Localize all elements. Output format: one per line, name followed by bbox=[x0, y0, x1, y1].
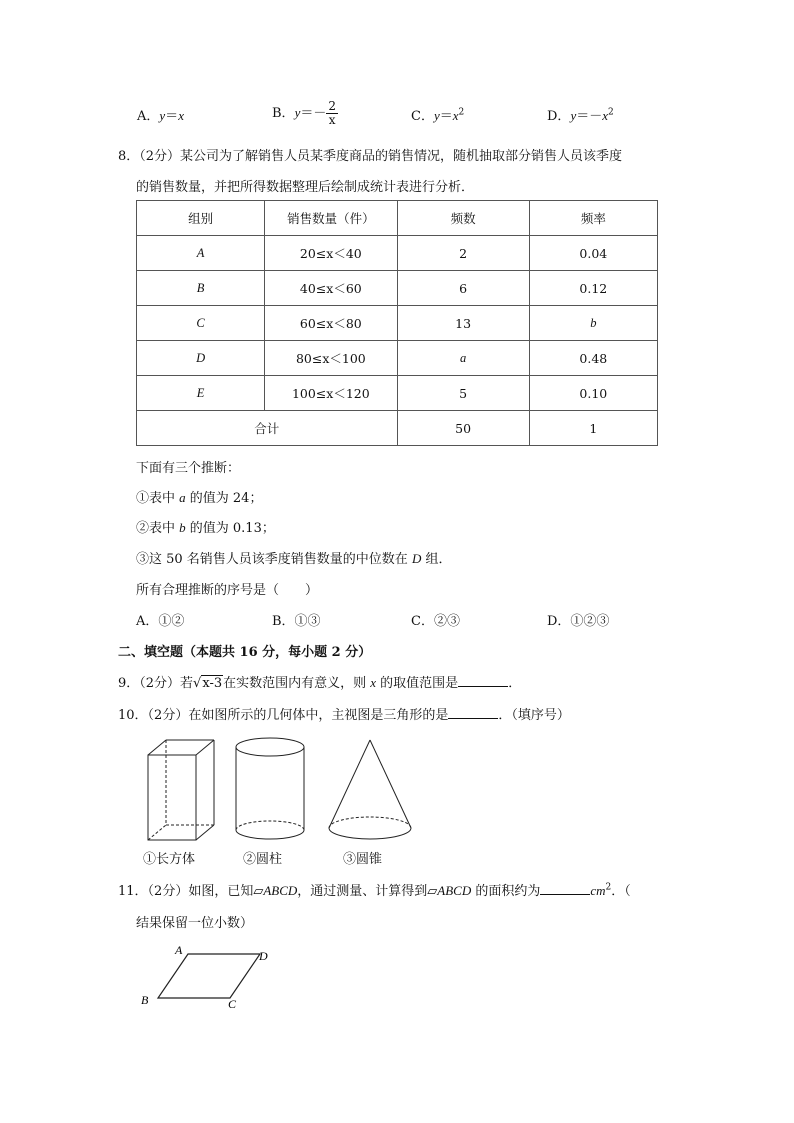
option-label: C． bbox=[411, 109, 434, 124]
text: ． bbox=[508, 676, 522, 691]
q9-line bbox=[118, 672, 521, 691]
table-cell-range: 60≤x＜80 bbox=[265, 306, 397, 341]
option-label: D． bbox=[547, 109, 571, 124]
exponent: 2 bbox=[608, 107, 614, 118]
table-cell-total-freq: 50 bbox=[397, 411, 529, 446]
text: ，通过测量、计算得到▱ bbox=[297, 884, 438, 899]
shape-label-cone: ③圆锥 bbox=[343, 852, 383, 867]
table-row bbox=[137, 306, 658, 341]
unit: cm bbox=[590, 883, 606, 898]
parallelogram-shape bbox=[158, 954, 260, 998]
table-cell-freq: 6 bbox=[397, 271, 529, 306]
expr-eq: ＝－ bbox=[300, 106, 327, 121]
q8-intro: 下面有三个推断： bbox=[136, 461, 241, 476]
shape-label-cuboid: ①长方体 bbox=[143, 852, 196, 867]
q8-option-a: A．①② bbox=[136, 614, 185, 629]
q7-option-b bbox=[272, 100, 338, 127]
answer-blank bbox=[458, 674, 508, 687]
expr-var: x bbox=[452, 108, 459, 123]
text: ①表中 bbox=[136, 491, 180, 506]
q11-line1 bbox=[118, 880, 631, 899]
var: x bbox=[370, 675, 377, 690]
table-cell-range: 80≤x＜100 bbox=[265, 341, 397, 376]
q7-option-d bbox=[547, 105, 614, 124]
table-row bbox=[137, 236, 658, 271]
var: a bbox=[179, 490, 186, 505]
expr-eq: ＝ bbox=[165, 109, 179, 124]
exponent: 2 bbox=[458, 107, 465, 118]
cuboid-shape bbox=[148, 740, 214, 840]
expr-var: y bbox=[570, 108, 577, 123]
option-label: A． bbox=[137, 109, 160, 124]
table-cell-freq: 5 bbox=[397, 376, 529, 411]
text: 的面积约为 bbox=[471, 884, 541, 899]
text: 的值为 0.13； bbox=[185, 521, 275, 536]
q8-option-b: B．①③ bbox=[272, 614, 321, 629]
table-cell-group: C bbox=[137, 306, 265, 341]
text: 在实数范围内有意义，则 bbox=[223, 676, 371, 691]
var: ABCD bbox=[437, 883, 472, 898]
table-header-cell: 频率 bbox=[529, 201, 657, 236]
table-row bbox=[137, 376, 658, 411]
q7-option-a bbox=[137, 105, 184, 124]
parallelogram-figure bbox=[138, 940, 278, 1015]
table-header-row bbox=[137, 201, 658, 236]
q8-stem-line1: 8．（2分）某公司为了解销售人员某季度商品的销售情况，随机抽取部分销售人员该季度 bbox=[118, 149, 623, 164]
cone-shape bbox=[329, 740, 411, 839]
vertex-label: A bbox=[175, 943, 183, 957]
expr-var: x bbox=[178, 108, 184, 123]
table-cell-range: 100≤x＜120 bbox=[265, 376, 397, 411]
table-total-row bbox=[137, 411, 658, 446]
q8-stats-table bbox=[136, 200, 658, 446]
table-cell-freq: a bbox=[397, 341, 529, 376]
table-cell-rate: 0.04 bbox=[529, 236, 657, 271]
sqrt-expression: √x-3 bbox=[193, 676, 223, 691]
vertex-label: C bbox=[228, 997, 237, 1011]
text: 9．（2分）若 bbox=[118, 676, 194, 691]
table-cell-freq: 2 bbox=[397, 236, 529, 271]
expr-var: y bbox=[159, 108, 166, 123]
table-row bbox=[137, 271, 658, 306]
q8-option-c: C．②③ bbox=[411, 614, 460, 629]
q8-stem-line2: 的销售数量，并把所得数据整理后绘制成统计表进行分析． bbox=[136, 180, 475, 195]
table-header-cell: 销售数量（件） bbox=[265, 201, 397, 236]
text: ．（填序号） bbox=[498, 708, 570, 723]
fraction-denominator: x bbox=[328, 113, 336, 127]
table-cell-rate: b bbox=[529, 306, 657, 341]
text: 组． bbox=[421, 552, 452, 567]
table-cell-range: 20≤x＜40 bbox=[265, 236, 397, 271]
option-label: B． bbox=[272, 106, 295, 121]
table-cell-rate: 0.48 bbox=[529, 341, 657, 376]
q8-question: 所有合理推断的序号是（ ） bbox=[136, 583, 319, 598]
vertex-label: B bbox=[141, 993, 149, 1007]
fraction-numerator: 2 bbox=[328, 99, 336, 113]
table-cell-group: A bbox=[137, 236, 265, 271]
table-cell-group: D bbox=[137, 341, 265, 376]
table-header-cell: 频数 bbox=[397, 201, 529, 236]
text: 11．（2分）如图，已知▱ bbox=[118, 884, 264, 899]
expr-eq: ＝－ bbox=[576, 109, 603, 124]
table-cell-freq: 13 bbox=[397, 306, 529, 341]
var: D bbox=[411, 551, 422, 566]
section-title: 二、填空题（本题共 16 分，每小题 2 分） bbox=[118, 645, 372, 660]
q10-line bbox=[118, 704, 570, 723]
var: b bbox=[179, 520, 186, 535]
expr-var: x bbox=[602, 108, 609, 123]
expr-eq: ＝ bbox=[439, 109, 453, 124]
exponent: 2 bbox=[605, 882, 612, 893]
expr-var: y bbox=[433, 108, 440, 123]
text: 10．（2分）在如图所示的几何体中，主视图是三角形的是 bbox=[118, 708, 449, 723]
text: 的值为 24； bbox=[185, 491, 263, 506]
answer-blank bbox=[540, 882, 590, 895]
q7-option-c bbox=[411, 105, 464, 124]
table-cell-rate: 0.12 bbox=[529, 271, 657, 306]
q8-option-d: D．①②③ bbox=[547, 614, 610, 629]
fraction bbox=[326, 100, 338, 127]
table-cell-rate: 0.10 bbox=[529, 376, 657, 411]
shape-label-cylinder: ②圆柱 bbox=[243, 852, 283, 867]
text: ③这 50 名销售人员该季度销售数量的中位数在 bbox=[136, 552, 412, 567]
radicand: x-3 bbox=[202, 676, 223, 691]
table-cell-group: B bbox=[137, 271, 265, 306]
q11-line2: 结果保留一位小数） bbox=[136, 916, 254, 931]
text: ．（ bbox=[611, 884, 631, 899]
table-cell-total-rate: 1 bbox=[529, 411, 657, 446]
table-cell-total-label: 合计 bbox=[137, 411, 398, 446]
q8-inference-1 bbox=[136, 487, 262, 506]
table-cell-range: 40≤x＜60 bbox=[265, 271, 397, 306]
expr-var: y bbox=[294, 105, 301, 120]
text: ②表中 bbox=[136, 521, 180, 536]
answer-blank bbox=[448, 706, 498, 719]
var: ABCD bbox=[263, 883, 298, 898]
cylinder-shape bbox=[236, 738, 304, 839]
table-header-cell: 组别 bbox=[137, 201, 265, 236]
table-row bbox=[137, 341, 658, 376]
text: 的取值范围是 bbox=[376, 676, 459, 691]
table-cell-group: E bbox=[137, 376, 265, 411]
q8-inference-2 bbox=[136, 517, 275, 536]
q8-inference-3 bbox=[136, 548, 451, 567]
vertex-label: D bbox=[259, 949, 268, 963]
q10-figure bbox=[130, 730, 430, 845]
